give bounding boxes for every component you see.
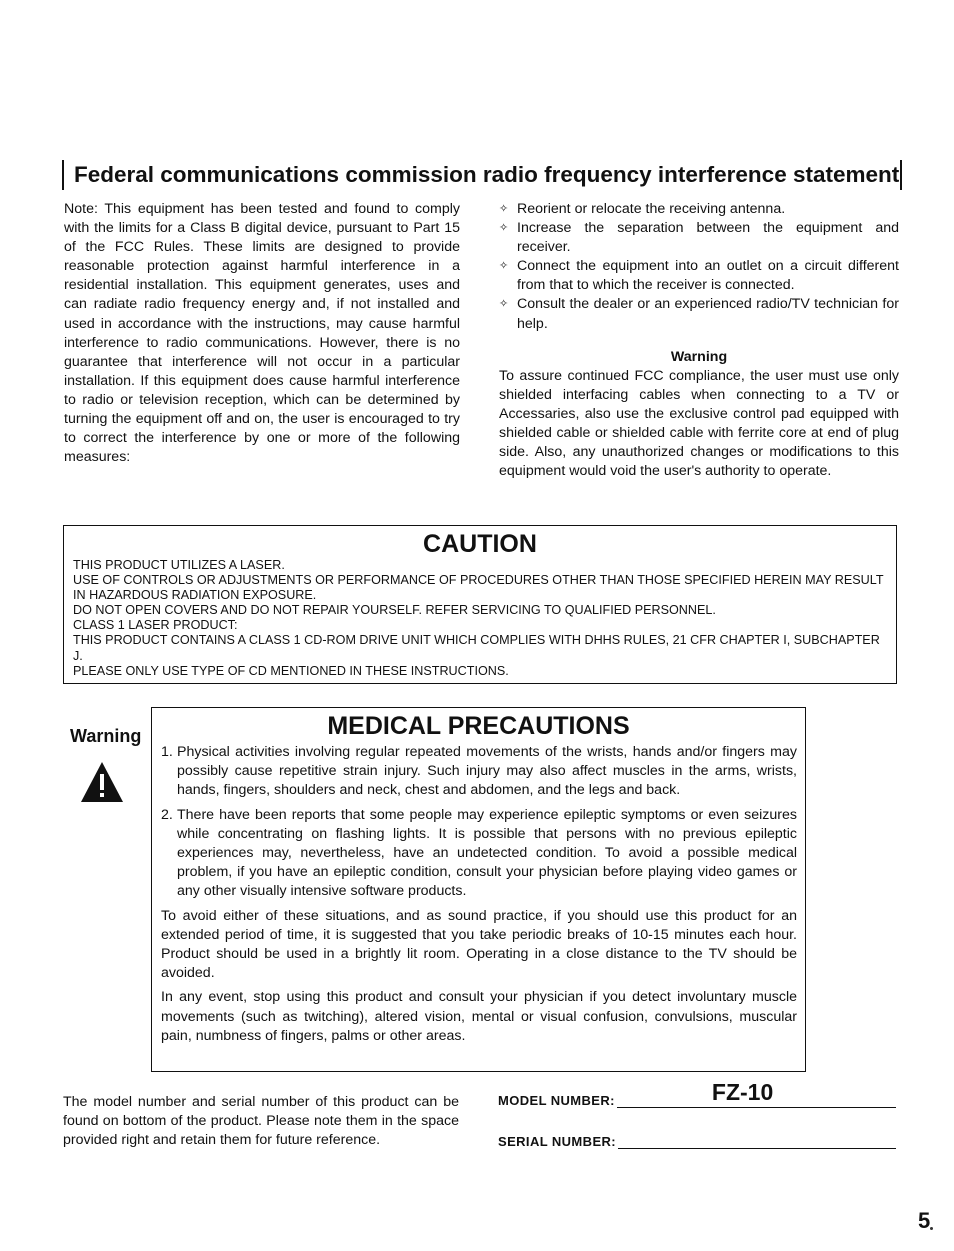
list-item bbox=[161, 806, 797, 902]
measures-list bbox=[499, 200, 899, 334]
caution-box bbox=[63, 525, 897, 684]
diamond-bullet-icon: ✧ bbox=[499, 298, 509, 311]
fcc-warning-text: To assure continued FCC compliance, the user must use only shielded interfacing cables when connecting to a TV or Accessaries, also use the exclusive control pad equipped with shielded cable or shielded cable with ferrite core at end of plug side. Also, any unauthorized changes or modifications to this equipment would void the user's authority to operate. bbox=[499, 367, 899, 480]
caution-line: THIS PRODUCT CONTAINS A CLASS 1 CD-ROM DRIVE UNIT WHICH COMPLIES WITH DHHS RULES, 21 CFR CHAPTER I, SUBCHAPTER J. bbox=[73, 633, 880, 663]
warning-triangle-icon bbox=[80, 760, 124, 804]
caution-title: CAUTION bbox=[423, 530, 537, 558]
medical-paragraph: To avoid either of these situations, and as sound practice, if you should use this product for an extended period of time, it is suggested that you take periodic breaks of 10-15 minutes each hour. Product should be used in a brightly lit room. Operating in a close distance to the TV should be avoided. bbox=[161, 907, 797, 982]
list-item bbox=[161, 743, 797, 801]
model-number-row bbox=[498, 1079, 896, 1108]
list-item bbox=[499, 200, 899, 219]
item-text: Physical activities involving regular repeated movements of the wrists, hands and/or fingers may possibly cause repetitive strain injury. Such injury may also affect muscles in the arms, wrists, hands, fingers, shoulders and neck, chest and abdomen, and the legs and back. bbox=[177, 744, 797, 799]
item-text: There have been reports that some people may experience epileptic symptoms or even seizures while concentrating on flashing lights. It is possible that persons with no previous epileptic experiences may, nevertheless, have an undetected condition. To avoid a possible medical problem, if you have an epileptic condition, consult your physician before playing video games or any other visually intensive software products. bbox=[177, 806, 797, 900]
caution-line: THIS PRODUCT UTILIZES A LASER. bbox=[73, 558, 285, 572]
caution-lines bbox=[64, 558, 896, 679]
diamond-bullet-icon: ✧ bbox=[499, 203, 509, 215]
measure-text: Connect the equipment into an outlet on a circuit different from that to which the receiver is connected. bbox=[517, 258, 899, 294]
fcc-warning-heading: Warning bbox=[670, 348, 728, 365]
list-item bbox=[499, 257, 899, 295]
caution-line: USE OF CONTROLS OR ADJUSTMENTS OR PERFORMANCE OF PROCEDURES OTHER THAN THOSE SPECIFIED HEREIN MAY RESULT IN HAZARDOUS RADIATION EXPOSURE. bbox=[73, 573, 884, 603]
serial-number-row bbox=[498, 1124, 896, 1149]
model-number-field[interactable] bbox=[617, 1079, 896, 1108]
medical-content bbox=[152, 741, 805, 1046]
list-item bbox=[499, 219, 899, 257]
fcc-right-column bbox=[499, 200, 899, 481]
diamond-bullet-icon: ✧ bbox=[499, 260, 509, 273]
fcc-section-title: Federal communications commission radio frequency interference statement bbox=[62, 160, 902, 190]
model-number-label: MODEL NUMBER: bbox=[498, 1093, 615, 1108]
serial-number-field[interactable] bbox=[618, 1124, 896, 1149]
model-info-text: The model number and serial number of this product can be found on bottom of the product. Please note them in the space provided right and retain them for future reference. bbox=[63, 1094, 459, 1149]
model-number-value: FZ-10 bbox=[711, 1079, 774, 1105]
medical-warning-label: Warning bbox=[70, 726, 142, 746]
caution-line: PLEASE ONLY USE TYPE OF CD MENTIONED IN THESE INSTRUCTIONS. bbox=[73, 663, 509, 678]
list-item bbox=[499, 295, 899, 333]
measure-text: Reorient or relocate the receiving antenna. bbox=[517, 201, 786, 217]
diamond-bullet-icon: ✧ bbox=[499, 222, 509, 235]
item-number: 2. bbox=[161, 806, 173, 823]
measure-text: Consult the dealer or an experienced radio/TV technician for help. bbox=[517, 296, 899, 332]
medical-precautions-box bbox=[151, 707, 806, 1072]
fcc-intro-text: Note: This equipment has been tested and found to comply with the limits for a Class B digital device, pursuant to Part 15 of the FCC Rules. These limits are designed to provide reasonable protection against harmful interference in a residential installation. This equipment generates, uses and can radiate radio frequency energy and, if not installed and used in accordance with the instructions, may cause harmful interference to radio communications. However, there is no guarantee that interference will not occur in a particular installation. If this equipment does cause harmful interference to radio or television reception, which can be determined by turning the equipment off and on, the user is encouraged to try to correct the interference by one or more of the following measures: bbox=[64, 201, 460, 466]
serial-number-label: SERIAL NUMBER: bbox=[498, 1134, 617, 1149]
caution-line: DO NOT OPEN COVERS AND DO NOT REPAIR YOURSELF. REFER SERVICING TO QUALIFIED PERSONNEL. bbox=[73, 603, 716, 618]
measure-text: Increase the separation between the equipment and receiver. bbox=[517, 220, 899, 256]
page-number: 5 bbox=[918, 1208, 931, 1233]
medical-paragraph: In any event, stop using this product and consult your physician if you detect involuntary muscle movements (such as twitching), altered vision, mental or visual confusion, convulsions, muscular pain, numbness of fingers, palms or other areas. bbox=[161, 989, 797, 1044]
medical-precautions-title: MEDICAL PRECAUTIONS bbox=[327, 712, 630, 740]
page-dot bbox=[930, 1227, 933, 1230]
item-number: 1. bbox=[161, 744, 173, 760]
caution-line: CLASS 1 LASER PRODUCT: bbox=[73, 618, 238, 633]
